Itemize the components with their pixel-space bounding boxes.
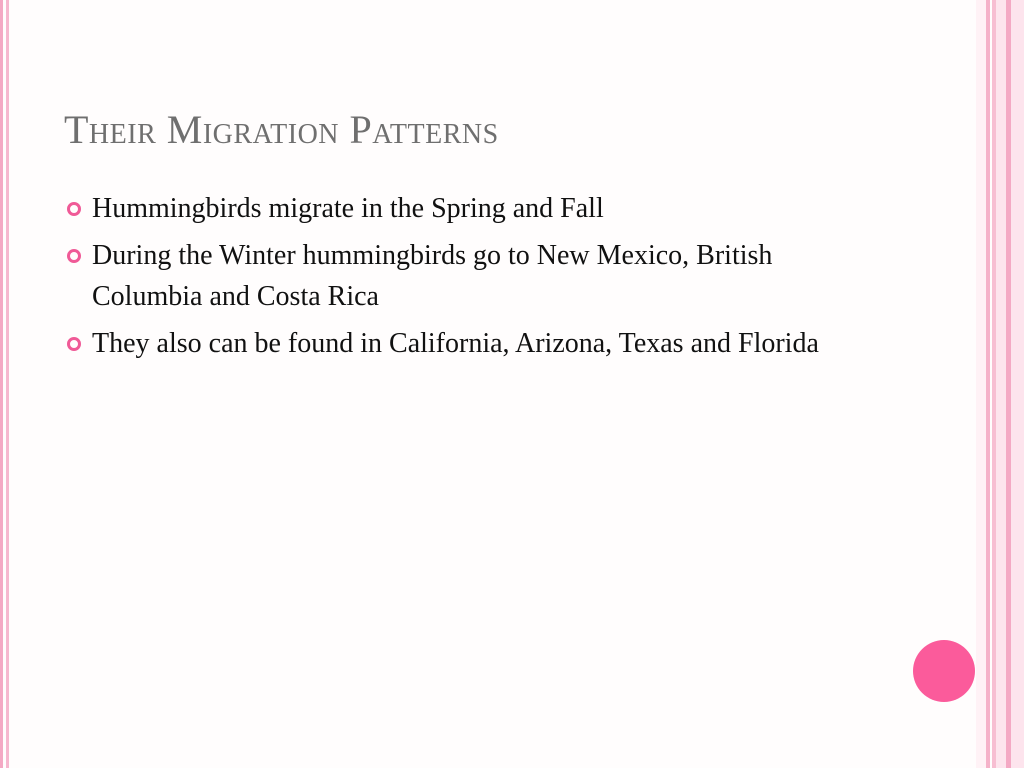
slide-title: Their Migration Patterns [64,107,499,152]
bullet-ring-icon [67,249,81,263]
bullet-item [64,323,864,364]
bullet-item [64,188,864,229]
bullet-ring-icon [67,202,81,216]
bullet-ring-icon [67,337,81,351]
right-border-stripe [976,0,986,768]
right-border-stripe [986,0,990,768]
bullet-item [64,235,864,317]
left-border-stripe [6,0,9,768]
left-border-stripe [0,0,3,768]
bullet-text: During the Winter hummingbirds go to New Mexico, British Columbia and Costa Rica [92,240,773,312]
bullet-list [64,188,864,370]
right-border-stripe [996,0,1006,768]
right-border-stripe [1011,0,1024,768]
decorative-circle [913,640,975,702]
bullet-text: They also can be found in California, Arizona, Texas and Florida [92,328,819,359]
bullet-text: Hummingbirds migrate in the Spring and Fall [92,193,604,224]
